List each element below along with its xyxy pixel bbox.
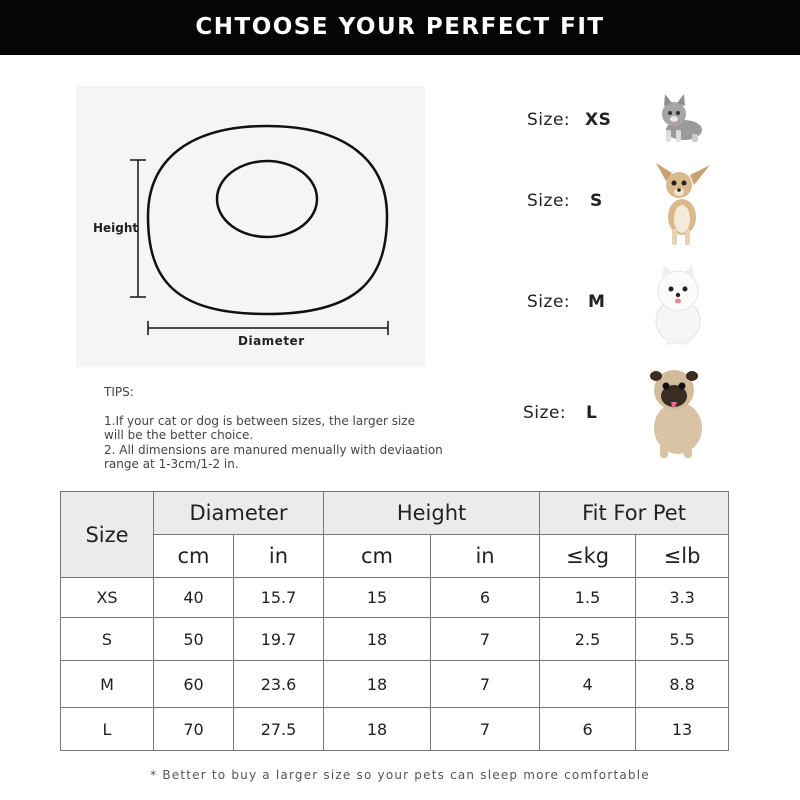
- fit-for-pet-header: Fit For Pet: [540, 492, 729, 535]
- table-cell: S: [61, 618, 154, 661]
- size-header: Size: [61, 492, 154, 578]
- size-key: Size:: [523, 403, 567, 423]
- table-cell: 15.7: [234, 578, 324, 618]
- pomeranian-image: [652, 263, 704, 347]
- tips-line: range at 1-3cm/1-2 in.: [104, 457, 239, 471]
- chihuahua-image: [652, 155, 714, 247]
- bed-outer-ring: [148, 126, 387, 314]
- table-cell: 5.5: [636, 618, 729, 661]
- page-title: CHTOOSE YOUR PERFECT FIT: [0, 0, 800, 55]
- table-cell: 4: [540, 661, 636, 708]
- table-cell: 7: [431, 661, 540, 708]
- unit-header: ≤lb: [636, 535, 729, 578]
- size-key: Size:: [527, 191, 571, 211]
- diameter-header: Diameter: [154, 492, 324, 535]
- table-cell: 18: [324, 661, 431, 708]
- table-cell: 2.5: [540, 618, 636, 661]
- height-header: Height: [324, 492, 540, 535]
- size-chart-table: [60, 491, 729, 751]
- table-cell: 23.6: [234, 661, 324, 708]
- size-value: XS: [585, 110, 612, 130]
- kitten-image: [652, 92, 710, 144]
- unit-header: ≤kg: [540, 535, 636, 578]
- table-cell: 7: [431, 708, 540, 751]
- table-cell: 15: [324, 578, 431, 618]
- table-cell: 6: [431, 578, 540, 618]
- table-cell: 8.8: [636, 661, 729, 708]
- table-row: [61, 708, 729, 751]
- table-row: [61, 661, 729, 708]
- table-cell: 13: [636, 708, 729, 751]
- table-cell: 18: [324, 618, 431, 661]
- table-header-row: [61, 492, 729, 535]
- table-cell: 7: [431, 618, 540, 661]
- size-value: L: [586, 403, 598, 423]
- tips-line: 1.If your cat or dog is between sizes, the larger size: [104, 413, 415, 428]
- diameter-label: Diameter: [238, 334, 305, 348]
- tips-note: [104, 385, 443, 472]
- table-cell: 1.5: [540, 578, 636, 618]
- tips-line: will be the better choice.: [104, 428, 254, 442]
- size-key: Size:: [527, 292, 571, 312]
- size-value: M: [588, 292, 606, 312]
- table-cell: 6: [540, 708, 636, 751]
- unit-header: in: [431, 535, 540, 578]
- footnote: * Better to buy a larger size so your pets can sleep more comfortable: [150, 768, 650, 782]
- height-label: Height: [93, 221, 139, 235]
- pug-image: [640, 362, 710, 460]
- table-cell: L: [61, 708, 154, 751]
- table-cell: 70: [154, 708, 234, 751]
- diameter-dimension-line: [148, 321, 388, 335]
- table-row: [61, 618, 729, 661]
- table-cell: 40: [154, 578, 234, 618]
- table-cell: 19.7: [234, 618, 324, 661]
- tips-heading: TIPS:: [104, 385, 134, 399]
- table-cell: 3.3: [636, 578, 729, 618]
- table-cell: 50: [154, 618, 234, 661]
- table-row: [61, 578, 729, 618]
- table-cell: 27.5: [234, 708, 324, 751]
- size-value: S: [590, 191, 603, 211]
- unit-header: cm: [324, 535, 431, 578]
- table-cell: M: [61, 661, 154, 708]
- bed-inner-ring: [217, 161, 317, 237]
- table-cell: XS: [61, 578, 154, 618]
- tips-line: 2. All dimensions are manured menually with deviaation: [104, 442, 443, 457]
- table-cell: 18: [324, 708, 431, 751]
- table-subheader-row: [61, 535, 729, 578]
- unit-header: cm: [154, 535, 234, 578]
- unit-header: in: [234, 535, 324, 578]
- table-cell: 60: [154, 661, 234, 708]
- size-key: Size:: [527, 110, 571, 130]
